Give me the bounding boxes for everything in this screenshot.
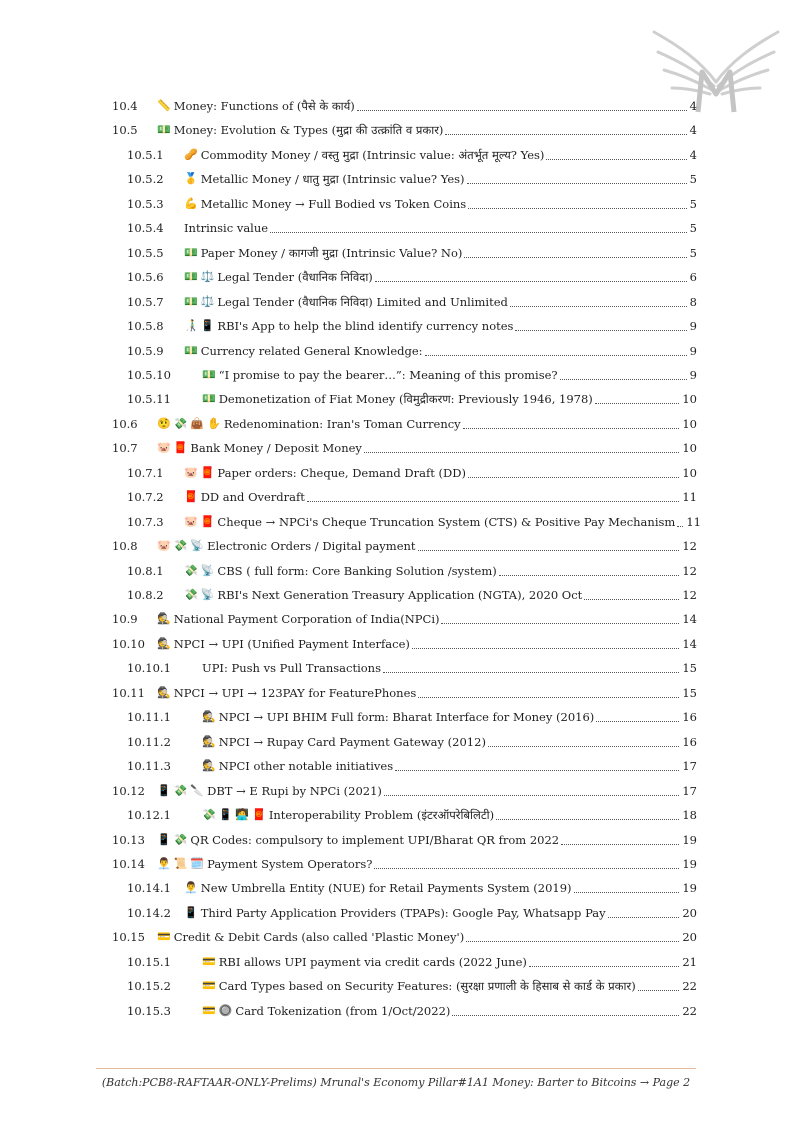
toc-emoji-icon: 💵 (157, 123, 171, 137)
toc-emoji-icon: 💸 (173, 416, 188, 430)
toc-emoji-icon: 🐷 (157, 441, 171, 455)
toc-dot-leader (468, 205, 686, 209)
toc-emoji-icon: ⚖️ (200, 294, 215, 308)
toc-entry[interactable] (0, 585, 794, 605)
toc-dot-leader (418, 547, 680, 551)
toc-entry[interactable] (0, 120, 794, 140)
toc-emoji-icon: 📱 (200, 319, 215, 333)
toc-section-number: 10.14.2 (127, 905, 171, 920)
toc-section-number: 10.15.3 (127, 1003, 171, 1018)
toc-dot-leader (638, 987, 680, 991)
toc-entry-title[interactable]: NPCI → UPI (Unified Payment Interface) (173, 636, 410, 651)
toc-entry-title[interactable]: Credit & Debit Cards (also called 'Plastic Money') (173, 930, 465, 945)
toc-dot-leader (468, 474, 679, 478)
toc-emoji-icon: 🕵️ (157, 636, 171, 650)
toc-entry-title[interactable]: Legal Tender (वैधानिक निविदा) Limited and Unlimited (217, 294, 508, 309)
toc-page-number[interactable]: 22 (682, 979, 697, 994)
toc-entry[interactable] (0, 561, 794, 581)
toc-entry[interactable] (0, 732, 794, 752)
toc-entry-title[interactable]: DBT → E Rupi by NPCi (2021) (207, 783, 382, 798)
toc-entry[interactable] (0, 414, 794, 434)
toc-emoji-icon: 💳 (202, 1003, 216, 1017)
toc-dot-leader (466, 938, 679, 942)
toc-page-number[interactable]: 6 (689, 270, 697, 285)
toc-section-number: 10.5.10 (127, 367, 171, 382)
toc-emoji-icon: 💳 (202, 979, 216, 993)
toc-emoji-icon: 🐷 (157, 539, 171, 553)
toc-dot-leader (395, 767, 679, 771)
toc-page-number[interactable]: 15 (682, 661, 697, 676)
toc-entry-title[interactable]: Currency related General Knowledge: (200, 343, 423, 358)
toc-section-number: 10.15.2 (127, 979, 171, 994)
toc-dot-leader (375, 278, 687, 282)
toc-entry-title[interactable]: Card Tokenization (from 1/Oct/2022) (235, 1003, 451, 1018)
toc-section-number: 10.7 (112, 441, 138, 456)
toc-page-number[interactable]: 12 (682, 588, 697, 602)
toc-entry[interactable] (0, 512, 794, 532)
toc-section-number: 10.7.2 (127, 490, 164, 505)
toc-emoji-icon: 🕵️ (202, 759, 216, 773)
toc-entry-title[interactable]: NPCI → UPI BHIM Full form: Bharat Interface for Money (2016) (218, 710, 595, 725)
toc-emoji-icon: 💸 (202, 808, 216, 822)
toc-entry[interactable] (0, 194, 794, 214)
toc-dot-leader (463, 425, 680, 429)
toc-page-number[interactable]: 11 (682, 490, 697, 505)
page-footer: (Batch:PCB8-RAFTAAR-ONLY-Prelims) Mrunal's Economy Pillar#1A1 Money: Barter to Bitcoins → Page 2 (101, 1076, 691, 1089)
toc-entry-title[interactable]: RBI's App to help the blind identify currency notes (217, 319, 514, 334)
toc-section-number: 10.12.1 (127, 808, 171, 823)
toc-dot-leader (374, 865, 679, 869)
toc-entry[interactable] (0, 976, 794, 996)
toc-entry-title[interactable]: Electronic Orders / Digital payment (207, 539, 416, 554)
toc-section-number: 10.10 (112, 636, 145, 651)
toc-entry-title[interactable]: New Umbrella Entity (NUE) for Retail Payments System (2019) (200, 881, 572, 896)
toc-section-number: 10.11.1 (127, 710, 171, 725)
footer-rule (96, 1068, 696, 1069)
toc-page-number[interactable]: 17 (682, 783, 697, 798)
toc-entry-title[interactable]: Legal Tender (वैधानिक निविदा) (217, 270, 373, 285)
toc-entry-title[interactable]: Cheque → NPCi's Cheque Truncation System (CTS) & Positive Pay Mechanism (217, 514, 676, 529)
toc-dot-leader (383, 669, 679, 673)
toc-section-number: 10.7.1 (127, 465, 164, 480)
toc-emoji-icon: 💵 (184, 245, 198, 259)
toc-entry-title[interactable]: Interoperability Problem (इंटरऑपरेबिलिटी) (268, 808, 495, 823)
toc-page-number[interactable]: 11 (686, 514, 701, 529)
toc-entry-title[interactable]: Bank Money / Deposit Money (190, 441, 362, 456)
toc-emoji-icon: 💸 (173, 832, 188, 846)
toc-emoji-icon: 💸 (184, 588, 198, 601)
toc-entry[interactable] (0, 707, 794, 727)
toc-page-number[interactable]: 14 (682, 612, 697, 627)
toc-emoji-icon: 🕵️ (202, 734, 216, 748)
toc-section-number: 10.11.3 (127, 759, 171, 774)
toc-entry-title[interactable]: Metallic Money / धातु मुद्रा (Intrinsic value? Yes) (200, 172, 465, 187)
toc-emoji-icon: 📱 (157, 832, 171, 846)
toc-emoji-icon: 🧑‍💻 (235, 808, 250, 822)
toc-page-number[interactable]: 14 (682, 636, 697, 651)
toc-page-number[interactable]: 12 (682, 539, 697, 554)
toc-dot-leader (441, 620, 679, 624)
toc-section-number: 10.10.1 (127, 661, 171, 676)
toc-entry[interactable] (0, 927, 794, 947)
toc-section-number: 10.13 (112, 832, 145, 847)
toc-dot-leader (584, 596, 679, 600)
toc-dot-leader (608, 914, 680, 918)
toc-emoji-icon: 🥇 (184, 172, 198, 186)
toc-entry-title[interactable]: UPI: Push vs Pull Transactions (202, 661, 381, 676)
toc-entry-title[interactable]: QR Codes: compulsory to implement UPI/Bharat QR from 2022 (190, 832, 560, 847)
toc-section-number: 10.11.2 (127, 734, 171, 749)
toc-entry-title[interactable]: Paper orders: Cheque, Demand Draft (DD) (217, 465, 466, 480)
toc-emoji-icon: 💵 (184, 343, 198, 357)
toc-emoji-icon: 💵 (202, 392, 216, 406)
toc-entry[interactable] (0, 952, 794, 972)
toc-entry[interactable] (0, 854, 794, 874)
toc-section-number: 10.5.2 (127, 172, 164, 187)
toc-page-number[interactable]: 12 (682, 563, 697, 578)
toc-page-number[interactable]: 5 (689, 245, 697, 260)
toc-emoji-icon: 🕵️ (157, 685, 171, 699)
toc-emoji-icon: 🧧 (200, 514, 215, 528)
toc-emoji-icon: 👨‍🦯 (184, 319, 198, 333)
toc-page-number[interactable]: 10 (682, 392, 697, 407)
toc-emoji-icon: 🕵️ (202, 710, 216, 724)
toc-section-number: 10.11 (112, 685, 145, 700)
toc-entry[interactable] (0, 805, 794, 825)
toc-page-number[interactable]: 10 (682, 441, 697, 456)
toc-emoji-icon: 📡 (200, 588, 215, 601)
toc-emoji-icon: 🐷 (184, 465, 198, 479)
toc-emoji-icon: 👨‍💼 (157, 856, 171, 870)
toc-emoji-icon: 📡 (200, 563, 215, 577)
toc-dot-leader (496, 816, 679, 820)
toc-page-number[interactable]: 4 (689, 123, 697, 138)
toc-page-number[interactable]: 10 (682, 416, 697, 431)
toc-page-number[interactable]: 9 (689, 319, 697, 334)
toc-page-number[interactable]: 21 (682, 954, 697, 969)
toc-section-number: 10.8.2 (127, 588, 164, 602)
toc-entry-title[interactable]: Demonetization of Fiat Money (विमुद्रीकरण: Previously 1946, 1978) (218, 392, 593, 407)
toc-entry-title[interactable]: Payment System Operators? (207, 856, 373, 871)
toc-entry[interactable] (0, 389, 794, 409)
toc-dot-leader (418, 694, 679, 698)
toc-page-number[interactable]: 5 (689, 196, 697, 211)
toc-entry[interactable] (0, 756, 794, 776)
toc-entry[interactable] (0, 316, 794, 336)
toc-entry-title[interactable]: Card Types based on Security Features: (सुरक्षा प्रणाली के हिसाब से कार्ड के प्रकार) (218, 979, 636, 994)
toc-entry[interactable] (0, 145, 794, 165)
toc-dot-leader (515, 327, 686, 331)
toc-section-number: 10.14.1 (127, 881, 171, 896)
toc-page-number[interactable]: 5 (689, 172, 697, 187)
toc-dot-leader (596, 718, 679, 722)
toc-section-number: 10.8.1 (127, 563, 164, 578)
toc-page-number[interactable]: 5 (689, 221, 697, 236)
toc-page-number[interactable]: 10 (682, 465, 697, 480)
toc-dot-leader (307, 498, 679, 502)
toc-dot-leader (452, 1012, 679, 1016)
toc-emoji-icon: 🧧 (184, 490, 198, 504)
toc-page-number[interactable]: 22 (682, 1003, 697, 1018)
toc-emoji-icon: 🧧 (252, 808, 266, 822)
toc-entry-title[interactable]: DD and Overdraft (200, 490, 305, 505)
toc-page-number[interactable]: 19 (682, 881, 697, 896)
toc-page-number[interactable]: 20 (682, 905, 697, 920)
toc-emoji-icon: 📱 (218, 808, 233, 822)
toc-entry[interactable] (0, 683, 794, 703)
toc-entry-title[interactable]: Third Party Application Providers (TPAPs): Google Pay, Whatsapp Pay (200, 905, 606, 920)
toc-emoji-icon: 📡 (190, 539, 205, 553)
toc-section-number: 10.7.3 (127, 514, 164, 529)
toc-section-number: 10.15 (112, 930, 145, 945)
toc-section-number: 10.12 (112, 783, 145, 798)
toc-emoji-icon: 💸 (173, 783, 188, 797)
toc-entry[interactable] (0, 218, 794, 238)
toc-entry[interactable] (0, 243, 794, 263)
toc-emoji-icon: 📱 (184, 905, 198, 919)
toc-entry[interactable] (0, 830, 794, 850)
toc-section-number: 10.9 (112, 612, 138, 627)
toc-entry-title[interactable]: Money: Functions of (पैसे के कार्य) (173, 99, 355, 113)
toc-entry[interactable] (0, 292, 794, 312)
toc-entry[interactable] (0, 878, 794, 898)
toc-section-number: 10.6 (112, 416, 138, 431)
toc-dot-leader (546, 156, 686, 160)
toc-emoji-icon: 🥜 (184, 147, 198, 161)
toc-emoji-icon: 💵 (202, 367, 216, 381)
toc-emoji-icon: ✋ (207, 416, 221, 430)
toc-entry[interactable] (0, 463, 794, 483)
toc-entry[interactable] (0, 634, 794, 654)
toc-entry-title[interactable]: NPCI → UPI → 123PAY for FeaturePhones (173, 685, 417, 700)
toc-page-number[interactable]: 8 (689, 294, 697, 309)
toc-dot-leader (412, 645, 679, 649)
toc-entry[interactable] (0, 781, 794, 801)
toc-emoji-icon: 💪 (184, 196, 198, 210)
toc-dot-leader (357, 107, 687, 111)
toc-entry-title[interactable]: Redenomination: Iran's Toman Currency (223, 416, 461, 431)
toc-emoji-icon: 💵 (184, 294, 198, 308)
toc-dot-leader (488, 743, 679, 747)
toc-section-number: 10.4 (112, 99, 138, 113)
toc-dot-leader (529, 963, 679, 967)
toc-emoji-icon: 📜 (173, 856, 188, 870)
toc-dot-leader (677, 523, 683, 527)
toc-entry-title[interactable]: RBI allows UPI payment via credit cards (2022 June) (218, 954, 527, 969)
toc-entry-title[interactable]: NPCI other notable initiatives (218, 759, 394, 774)
toc-section-number: 10.5.11 (127, 392, 171, 407)
toc-entry-title[interactable]: National Payment Corporation of India(NPCi) (173, 612, 440, 627)
toc-entry-title[interactable]: Metallic Money → Full Bodied vs Token Coins (200, 196, 467, 211)
toc-dot-leader (574, 889, 680, 893)
toc-page-number[interactable]: 20 (682, 930, 697, 945)
toc-entry-title[interactable]: Intrinsic value (184, 221, 269, 236)
toc-page-number[interactable]: 4 (689, 147, 697, 162)
toc-entry[interactable] (0, 96, 794, 116)
toc-entry-title[interactable]: CBS ( full form: Core Banking Solution /system) (217, 563, 497, 578)
toc-page-number[interactable]: 16 (682, 710, 697, 725)
toc-section-number: 10.15.1 (127, 954, 171, 969)
toc-entry[interactable] (0, 536, 794, 556)
toc-dot-leader (595, 400, 680, 404)
toc-section-number: 10.5.6 (127, 270, 164, 285)
toc-emoji-icon: 📱 (157, 783, 171, 797)
toc-emoji-icon: 👜 (190, 416, 205, 430)
toc-page-number[interactable]: 9 (689, 343, 697, 358)
toc-emoji-icon: 💸 (173, 539, 188, 553)
toc-emoji-icon: ⚖️ (200, 270, 215, 284)
toc-dot-leader (364, 449, 679, 453)
toc-entry[interactable] (0, 1001, 794, 1021)
toc-section-number: 10.14 (112, 856, 145, 871)
toc-section-number: 10.5.4 (127, 221, 164, 236)
toc-page-number[interactable]: 19 (682, 832, 697, 847)
toc-entry-title[interactable]: Money: Evolution & Types (मुद्रा की उत्क्रांति व प्रकार) (173, 123, 444, 138)
toc-section-number: 10.5 (112, 123, 138, 138)
toc-dot-leader (384, 792, 679, 796)
toc-page-number[interactable]: 16 (682, 734, 697, 749)
toc-dot-leader (425, 352, 687, 356)
toc-emoji-icon: 💳 (157, 930, 171, 944)
toc-dot-leader (270, 229, 687, 233)
toc-entry[interactable] (0, 341, 794, 361)
toc-entry[interactable] (0, 169, 794, 189)
toc-emoji-icon: 📏 (157, 99, 171, 112)
toc-dot-leader (560, 376, 687, 380)
toc-dot-leader (464, 254, 686, 258)
toc-emoji-icon: 🗓️ (190, 856, 205, 870)
toc-entry[interactable] (0, 903, 794, 923)
toc-page-number[interactable]: 17 (682, 759, 697, 774)
toc-section-number: 10.5.8 (127, 319, 164, 334)
toc-dot-leader (445, 131, 686, 135)
toc-emoji-icon: 🐷 (184, 514, 198, 528)
toc-dot-leader (499, 572, 680, 576)
toc-entry-title[interactable]: Commodity Money / वस्तु मुद्रा (Intrinsic value: अंतर्भूत मूल्य? Yes) (200, 147, 545, 162)
toc-emoji-icon: 💸 (184, 563, 198, 577)
toc-entry-title[interactable]: Paper Money / कागजी मुद्रा (Intrinsic Value? No) (200, 245, 463, 260)
toc-section-number: 10.5.9 (127, 343, 164, 358)
toc-dot-leader (510, 303, 687, 307)
toc-entry[interactable] (0, 365, 794, 385)
toc-emoji-icon: 🧧 (173, 441, 188, 455)
toc-section-number: 10.5.7 (127, 294, 164, 309)
toc-emoji-icon: 🔘 (218, 1003, 233, 1017)
toc-emoji-icon: 🔪 (190, 783, 205, 797)
toc-entry-title[interactable]: RBI's Next Generation Treasury Application (NGTA), 2020 Oct (217, 588, 583, 602)
toc-section-number: 10.5.1 (127, 147, 164, 162)
toc-emoji-icon: 🧧 (200, 465, 215, 479)
toc-dot-leader (467, 180, 687, 184)
toc-section-number: 10.5.3 (127, 196, 164, 211)
toc-page-number[interactable]: 18 (682, 808, 697, 823)
toc-section-number: 10.8 (112, 539, 138, 554)
toc-section-number: 10.5.5 (127, 245, 164, 260)
toc-page-number[interactable]: 19 (682, 856, 697, 871)
toc-page-number[interactable]: 4 (689, 99, 697, 113)
toc-entry-title[interactable]: NPCI → Rupay Card Payment Gateway (2012) (218, 734, 486, 749)
toc-emoji-icon: 🕵️ (157, 612, 171, 626)
toc-entry[interactable] (0, 609, 794, 629)
toc-emoji-icon: 💵 (184, 270, 198, 284)
toc-entry[interactable] (0, 487, 794, 507)
toc-entry[interactable] (0, 658, 794, 678)
toc-emoji-icon: 💳 (202, 954, 216, 968)
toc-emoji-icon: 👨‍💼 (184, 881, 198, 895)
toc-entry[interactable] (0, 438, 794, 458)
toc-emoji-icon: 🤨 (157, 416, 171, 430)
toc-page-number[interactable]: 9 (689, 367, 697, 382)
toc-entry[interactable] (0, 267, 794, 287)
toc-dot-leader (561, 841, 679, 845)
toc-entry-title[interactable]: “I promise to pay the bearer…”: Meaning of this promise? (218, 367, 558, 382)
toc-page-number[interactable]: 15 (682, 685, 697, 700)
